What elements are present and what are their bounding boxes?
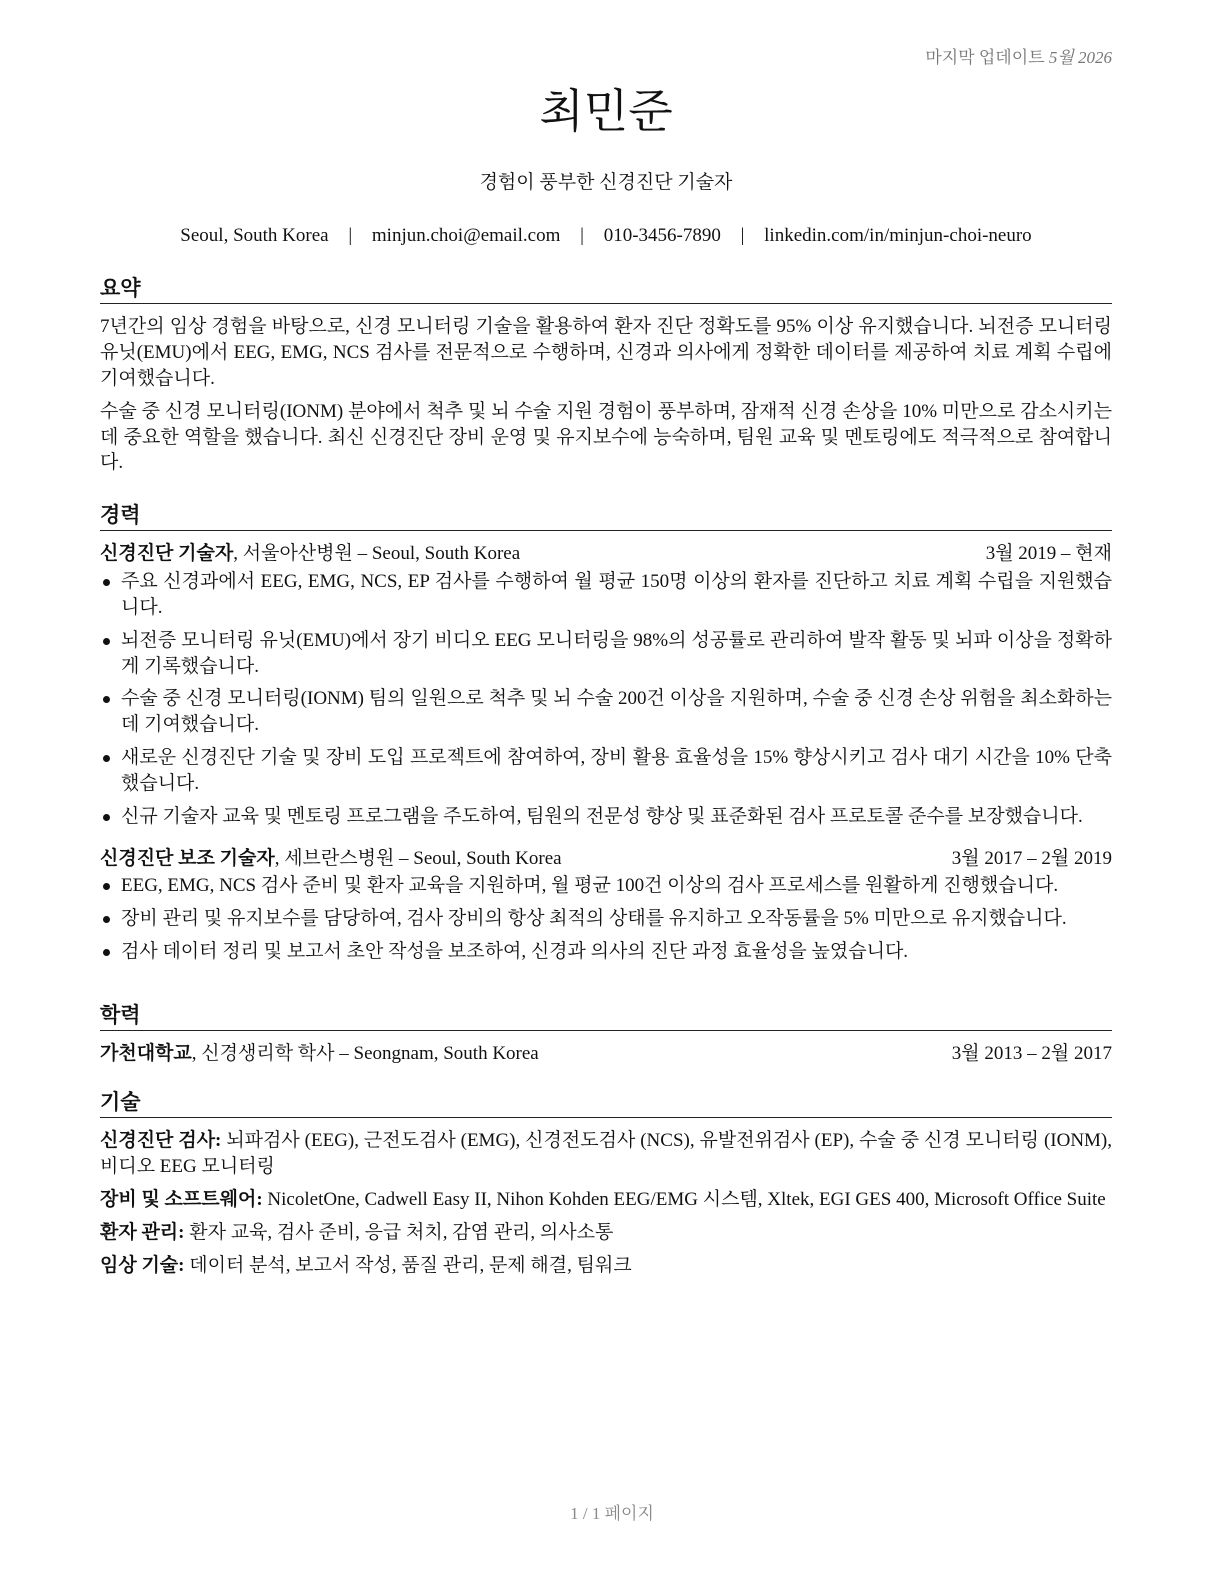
job-bullet: 주요 신경과에서 EEG, EMG, NCS, EP 검사를 수행하여 월 평균 150명 이상의 환자를 진단하고 치료 계획 수립을 지원했습니다. xyxy=(100,569,1112,621)
education-detail: 신경생리학 학사 – Seongnam, South Korea xyxy=(201,1043,539,1065)
last-updated-date: 5월 2026 xyxy=(1048,48,1112,67)
contact-location: Seoul, South Korea xyxy=(180,225,329,246)
last-updated-prefix: 마지막 업데이트 xyxy=(925,48,1045,67)
job-bullets xyxy=(100,873,1112,964)
contact-linkedin[interactable]: linkedin.com/in/minjun-choi-neuro xyxy=(764,225,1032,246)
contact-separator: | xyxy=(580,225,584,246)
skill-value: 뇌파검사 (EEG), 근전도검사 (EMG), 신경전도검사 (NCS), 유발전위검사 (EP), 수술 중 신경 모니터링 (IONM), 비디오 EEG 모니터링 xyxy=(100,1130,1113,1178)
job-bullet: 새로운 신경진단 기술 및 장비 도입 프로젝트에 참여하여, 장비 활용 효율성을 15% 향상시키고 검사 대기 시간을 10% 단축했습니다. xyxy=(100,745,1112,797)
skill-item xyxy=(100,1220,1112,1246)
job-role: 신경진단 보조 기술자 xyxy=(100,847,275,869)
contact-separator: | xyxy=(348,225,353,246)
job-org: 서울아산병원 – Seoul, South Korea xyxy=(242,543,521,565)
job-bullet: 뇌전증 모니터링 유닛(EMU)에서 장기 비디오 EEG 모니터링을 98%의 성공률로 관리하여 발작 활동 및 뇌파 이상을 정확하게 기록했습니다. xyxy=(100,628,1112,680)
skill-value: NicoletOne, Cadwell Easy II, Nihon Kohden EEG/EMG 시스템, Xltek, EGI GES 400, Microsoft Office Suite xyxy=(267,1188,1106,1210)
section-title-summary: 요약 xyxy=(100,275,1112,304)
job-header: 신경진단 보조 기술자, 세브란스병원 – Seoul, South Korea 3월 2017 – 2월 2019 xyxy=(100,846,1112,872)
candidate-name: 최민준 xyxy=(539,84,673,138)
education-section xyxy=(100,1002,1112,1069)
summary-paragraph: 7년간의 임상 경험을 바탕으로, 신경 모니터링 기술을 활용하여 환자 진단 정확도를 95% 이상 유지했습니다. 뇌전증 모니터링 유닛(EMU)에서 EEG, EMG, NCS 검사를 전문적으로 수행하며, 신경과 의사에게 정확한 데이터를 제공하여 치료 계획 수립에 기여했습니다. xyxy=(100,316,1112,389)
skill-label: 임상 기술: xyxy=(100,1254,185,1276)
skill-item xyxy=(100,1187,1112,1213)
candidate-headline: 경험이 풍부한 신경진단 기술자 xyxy=(479,172,733,193)
job-role: 신경진단 기술자 xyxy=(100,543,234,565)
experience-section xyxy=(100,502,1112,972)
page-number: 1 / 1 페이지 xyxy=(570,1504,654,1523)
contact-phone[interactable]: 010-3456-7890 xyxy=(603,225,721,246)
skill-label: 장비 및 소프트웨어: xyxy=(100,1188,263,1210)
job-bullets xyxy=(100,569,1112,829)
contact-line xyxy=(100,223,1112,249)
job-bullet: 검사 데이터 정리 및 보고서 초안 작성을 보조하여, 신경과 의사의 진단 과정 효율성을 높였습니다. xyxy=(100,939,1112,965)
skill-label: 환자 관리: xyxy=(100,1221,185,1243)
section-title-experience: 경력 xyxy=(100,502,1112,531)
job-bullet: EEG, EMG, NCS 검사 준비 및 환자 교육을 지원하며, 월 평균 100건 이상의 검사 프로세스를 원활하게 진행했습니다. xyxy=(100,873,1112,899)
contact-separator: | xyxy=(740,225,745,246)
education-entry: 가천대학교, 신경생리학 학사 – Seongnam, South Korea 3월 2013 – 2월 2017 xyxy=(100,1041,1112,1067)
skill-value: 데이터 분석, 보고서 작성, 품질 관리, 문제 해결, 팀워크 xyxy=(189,1254,632,1276)
contact-email[interactable]: minjun.choi@email.com xyxy=(371,225,561,246)
skill-item xyxy=(100,1253,1112,1279)
job-bullet: 신규 기술자 교육 및 멘토링 프로그램을 주도하여, 팀원의 전문성 향상 및 표준화된 검사 프로토콜 준수를 보장했습니다. xyxy=(100,804,1112,830)
job-bullet: 장비 관리 및 유지보수를 담당하여, 검사 장비의 항상 최적의 상태를 유지하고 오작동률을 5% 미만으로 유지했습니다. xyxy=(100,906,1112,932)
last-updated xyxy=(925,46,1112,69)
job-dates: 3월 2019 – 현재 xyxy=(985,543,1112,565)
skill-value: 환자 교육, 검사 준비, 응급 처치, 감염 관리, 의사소통 xyxy=(189,1221,614,1243)
job-org: 세브란스병원 – Seoul, South Korea xyxy=(284,847,562,869)
summary-section xyxy=(100,275,1112,483)
section-title-skills: 기술 xyxy=(100,1089,1112,1118)
job-bullet: 수술 중 신경 모니터링(IONM) 팀의 일원으로 척추 및 뇌 수술 200건 이상을 지원하며, 수술 중 신경 손상 위험을 최소화하는 데 기여했습니다. xyxy=(100,686,1112,738)
education-school: 가천대학교 xyxy=(100,1043,192,1065)
job-header: 신경진단 기술자, 서울아산병원 – Seoul, South Korea 3월 2019 – 현재 xyxy=(100,541,1112,567)
skills-section xyxy=(100,1089,1112,1285)
education-dates: 3월 2013 – 2월 2017 xyxy=(951,1043,1112,1065)
skill-item xyxy=(100,1128,1112,1180)
skill-label: 신경진단 검사: xyxy=(100,1130,222,1152)
job-dates: 3월 2017 – 2월 2019 xyxy=(951,847,1112,869)
section-title-education: 학력 xyxy=(100,1002,1112,1031)
summary-paragraph: 수술 중 신경 모니터링(IONM) 분야에서 척추 및 뇌 수술 지원 경험이 풍부하며, 잠재적 신경 손상을 10% 미만으로 감소시키는 데 중요한 역할을 했습니다. 최신 신경진단 장비 운영 및 유지보수에 능숙하며, 팀원 교육 및 멘토링에도 적극적으로 참여합니다. xyxy=(100,400,1112,474)
